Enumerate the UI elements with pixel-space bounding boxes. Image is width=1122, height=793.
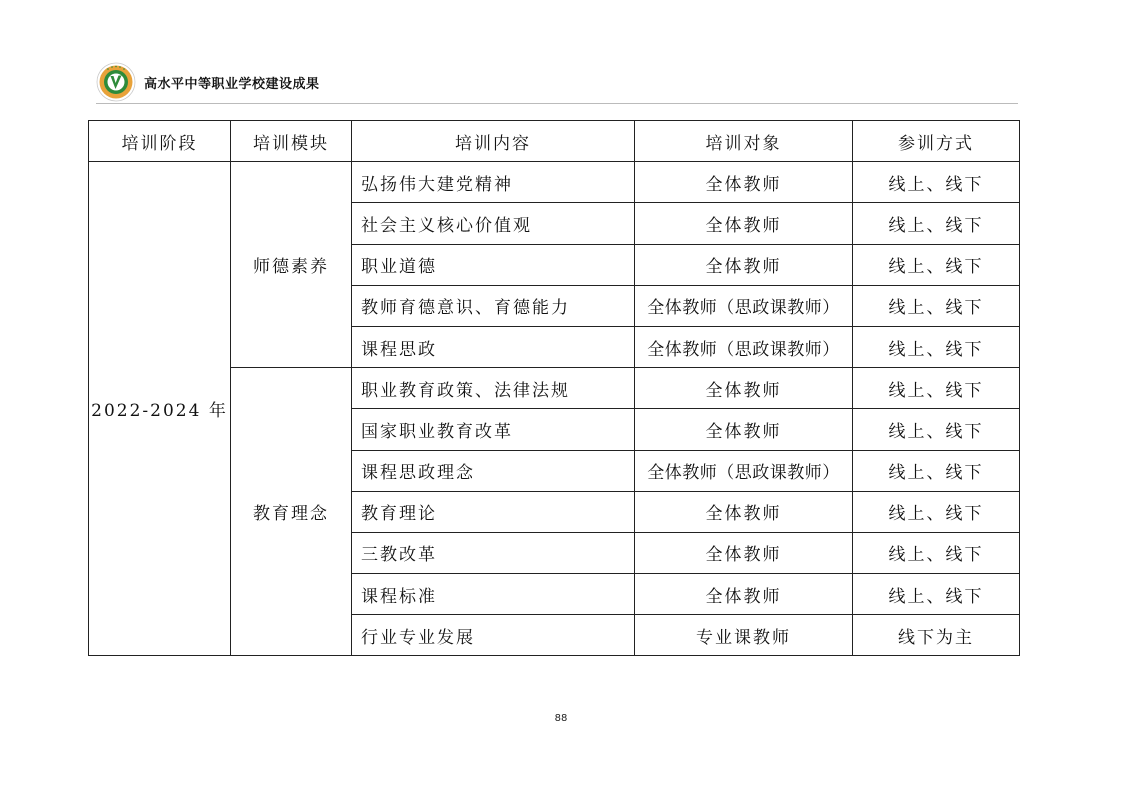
header-mode: 参训方式 bbox=[853, 121, 1020, 162]
content-cell: 行业专业发展 bbox=[352, 615, 635, 656]
mode-cell: 线上、线下 bbox=[853, 574, 1020, 615]
content-cell: 弘扬伟大建党精神 bbox=[352, 162, 635, 203]
mode-cell: 线上、线下 bbox=[853, 162, 1020, 203]
content-cell: 社会主义核心价值观 bbox=[352, 203, 635, 244]
table-header-row bbox=[89, 121, 1020, 162]
header-stage: 培训阶段 bbox=[89, 121, 231, 162]
module-cell: 师德素养 bbox=[231, 162, 352, 368]
mode-cell: 线上、线下 bbox=[853, 368, 1020, 409]
target-cell: 全体教师 bbox=[635, 409, 853, 450]
training-table bbox=[88, 120, 1020, 656]
target-cell: 全体教师（思政课教师） bbox=[635, 285, 853, 326]
table-row bbox=[89, 162, 1020, 203]
content-cell: 三教改革 bbox=[352, 532, 635, 573]
mode-cell: 线上、线下 bbox=[853, 326, 1020, 367]
target-cell: 全体教师 bbox=[635, 203, 853, 244]
mode-cell: 线上、线下 bbox=[853, 244, 1020, 285]
target-cell: 全体教师 bbox=[635, 574, 853, 615]
header-module: 培训模块 bbox=[231, 121, 352, 162]
page-number: 88 bbox=[554, 713, 568, 724]
target-cell: 专业课教师 bbox=[635, 615, 853, 656]
header-content: 培训内容 bbox=[352, 121, 635, 162]
target-cell: 全体教师（思政课教师） bbox=[635, 326, 853, 367]
mode-cell: 线上、线下 bbox=[853, 285, 1020, 326]
content-cell: 国家职业教育改革 bbox=[352, 409, 635, 450]
mode-cell: 线上、线下 bbox=[853, 491, 1020, 532]
mode-cell: 线上、线下 bbox=[853, 450, 1020, 491]
target-cell: 全体教师 bbox=[635, 532, 853, 573]
module-cell: 教育理念 bbox=[231, 368, 352, 656]
mode-cell: 线上、线下 bbox=[853, 203, 1020, 244]
target-cell: 全体教师 bbox=[635, 244, 853, 285]
stage-cell: 2022-2024 年 bbox=[89, 162, 231, 656]
header-target: 培训对象 bbox=[635, 121, 853, 162]
target-cell: 全体教师（思政课教师） bbox=[635, 450, 853, 491]
mode-cell: 线下为主 bbox=[853, 615, 1020, 656]
content-cell: 教育理论 bbox=[352, 491, 635, 532]
content-cell: 职业道德 bbox=[352, 244, 635, 285]
mode-cell: 线上、线下 bbox=[853, 409, 1020, 450]
target-cell: 全体教师 bbox=[635, 491, 853, 532]
target-cell: 全体教师 bbox=[635, 368, 853, 409]
content-cell: 课程标准 bbox=[352, 574, 635, 615]
content-cell: 课程思政 bbox=[352, 326, 635, 367]
header-divider bbox=[96, 103, 1018, 104]
page-header bbox=[96, 62, 320, 102]
school-emblem-icon bbox=[96, 62, 136, 102]
mode-cell: 线上、线下 bbox=[853, 532, 1020, 573]
header-title: 高水平中等职业学校建设成果 bbox=[144, 76, 320, 92]
content-cell: 职业教育政策、法律法规 bbox=[352, 368, 635, 409]
content-cell: 课程思政理念 bbox=[352, 450, 635, 491]
content-cell: 教师育德意识、育德能力 bbox=[352, 285, 635, 326]
target-cell: 全体教师 bbox=[635, 162, 853, 203]
